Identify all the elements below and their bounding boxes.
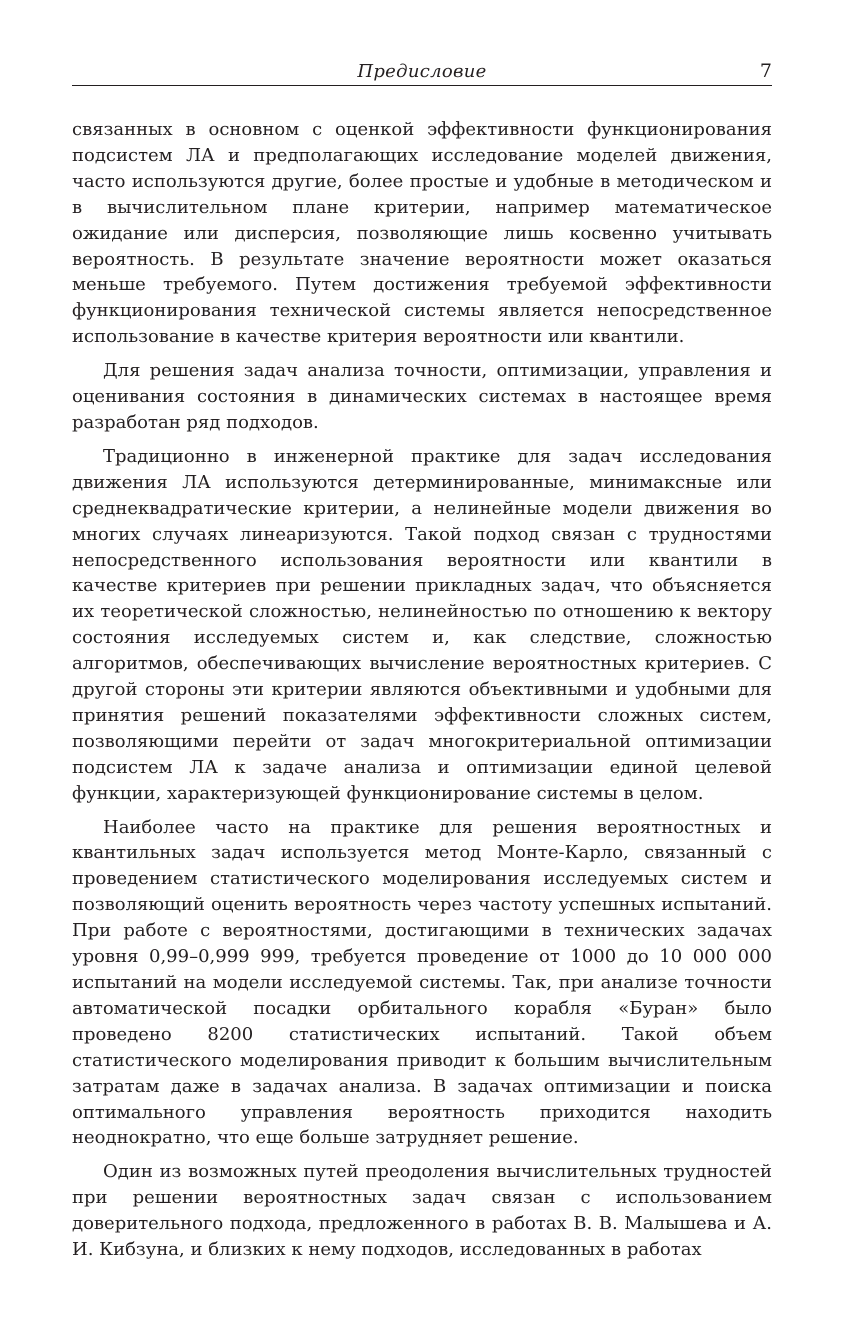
paragraph-monte-carlo: Наиболее часто на практике для решения вероятностных и квантильных задач используется метод Монте-Карло, связанный с проведением статистического моделирования исследуемых систем и позволяющий оценить вероятность через частоту успешных испытаний. При работе с вероятностями, достигающими в технических задачах уровня 0,99–0,999 999, требуется проведение от 1000 до 10 000 000 испытаний на модели исследуемой системы. Так, при анализе точности автоматической посадки орбитального корабля «Буран» было проведено 8200 статистических испытаний. Такой объем статистического моделирования приводит к большим вычислительным затратам даже в задачах анализа. В задачах оптимизации и поиска оптимального управления вероятность приходится находить неоднократно, что еще больше затрудняет решение. xyxy=(72,816,772,1149)
page-number: 7 xyxy=(759,60,772,82)
paragraph-confidence-approach: Один из возможных путей преодоления вычислительных трудностей при решении вероятностных задач связан с использованием доверительного подхода, предложенного в работах В. В. Малышева и А. И. Кибзуна, и близких к нему подходов, исследованных в работах xyxy=(72,1161,772,1261)
paragraph-approaches: Для решения задач анализа точности, оптимизации, управления и оценивания состояния в динамических системах в настоящее время разработан ряд подходов. xyxy=(72,360,772,433)
paragraph-traditional-practice: Традиционно в инженерной практике для задач исследования движения ЛА используются детерминированные, минимаксные или среднеквадратические критерии, а нелинейные модели движения во многих случаях линеаризуются. Такой подход связан с трудностями непосредственного использования вероятности или квантили в качестве критериев при решении прикладных задач, что объясняется их теоретической сложностью, нелинейностью по отношению к вектору состояния исследуемых систем и, как следствие, сложностью алгоритмов, обеспечивающих вычисление вероятностных критериев. С другой стороны эти критерии являются объективными и удобными для принятия решений показателями эффективности сложных систем, позволяющими перейти от задач многокритериальной оптимизации подсистем ЛА к задаче анализа и оптимизации единой целевой функции, характеризующей функционирование системы в целом. xyxy=(72,445,772,804)
paragraph-continuation: связанных в основном с оценкой эффективности функционирования подсистем ЛА и предполагающих исследование моделей движения, часто используются другие, более простые и удобные в методическом и в вычислительном плане критерии, например математическое ожидание или дисперсия, позволяющие лишь косвенно учитывать вероятность. В результате значение вероятности может оказаться меньше требуемого. Путем достижения требуемой эффективности функционирования технической системы является непосредственное использование в качестве критерия вероятности или квантили. xyxy=(72,119,772,348)
chapter-title: Предисловие xyxy=(357,61,487,82)
body-text xyxy=(72,117,772,1263)
book-page xyxy=(72,58,772,1271)
running-header xyxy=(72,58,772,86)
